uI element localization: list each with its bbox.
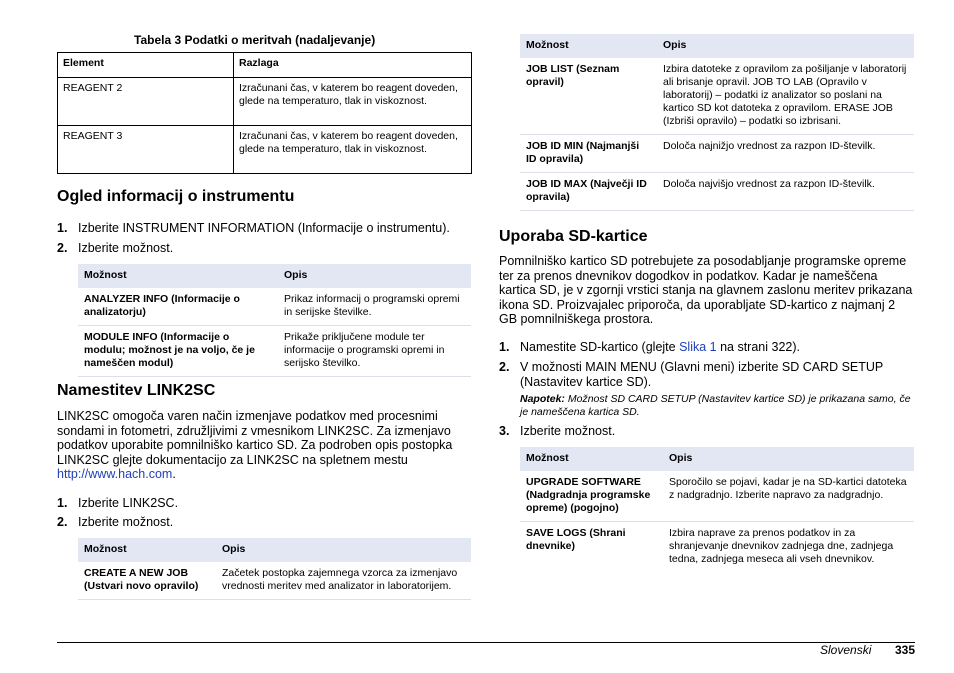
section-heading-instrument-info: Ogled informacij o instrumentu bbox=[57, 188, 295, 205]
table-cell: REAGENT 3 bbox=[58, 126, 234, 174]
option-upgrade-software: UPGRADE SOFTWARE (Nadgradnja programske opreme) (pogojno) bbox=[526, 476, 651, 514]
table3-caption: Tabela 3 Podatki o meritvah (nadaljevanje) bbox=[134, 33, 376, 47]
footer-divider bbox=[57, 642, 915, 643]
hach-website-link[interactable]: http://www.hach.com bbox=[57, 467, 173, 481]
table-cell: Izračunani čas, v katerem bo reagent doveden, glede na temperaturo, tlak in viskoznost. bbox=[234, 126, 472, 174]
table-row bbox=[520, 471, 914, 522]
table-row bbox=[58, 126, 472, 174]
column-header-description: Opis bbox=[657, 34, 914, 58]
note-label: Napotek: bbox=[520, 393, 565, 405]
measurement-data-table bbox=[57, 52, 472, 174]
table-row bbox=[520, 522, 914, 573]
step-number: 1. bbox=[57, 496, 68, 510]
step-item bbox=[57, 515, 173, 530]
table-cell: Sporočilo se pojavi, kadar je na SD-kartici datoteka z nadgradnjo. Izberite napravo za nadgradnjo. bbox=[669, 476, 907, 501]
step-number: 2. bbox=[57, 241, 68, 255]
table-cell: Prikaže priključene module ter informacije o programski opremi in serijsko številko. bbox=[284, 331, 445, 369]
column-header-option: Možnost bbox=[520, 34, 657, 58]
instrument-info-options-table bbox=[78, 264, 471, 377]
table-row bbox=[520, 58, 914, 135]
sd-card-paragraph: Pomnilniško kartico SD potrebujete za posodabljanje programske opreme ter za prenos dnevnikov dogodkov in podatkov. Kadar je nameščena kartica SD, je v zgornji vrstici stanja na glavnem zaslonu meritev prikazana ikona SD. Proizvajalec priporoča, da uporabljate SD-kartico z najmanj 2 GB pomnilniškega prostora. bbox=[499, 254, 913, 326]
table-row bbox=[78, 326, 471, 377]
step-number: 1. bbox=[57, 221, 68, 235]
note-text: Možnost SD CARD SETUP (Nastavitev kartice SD) je prikazana samo, če je nameščena kartica SD. bbox=[520, 393, 911, 418]
footer-language: Slovenski bbox=[820, 643, 872, 657]
table-cell: Začetek postopka zajemnega vzorca za izmenjavo vrednosti meritev med analizator in laboratorijem. bbox=[222, 567, 458, 592]
table-cell: Prikaz informacij o programski opremi in serijske številke. bbox=[284, 293, 460, 318]
section-heading-link2sc: Namestitev LINK2SC bbox=[57, 382, 216, 399]
step-text: Izberite možnost. bbox=[78, 515, 174, 529]
option-job-id-min: JOB ID MIN (Najmanjši ID opravila) bbox=[526, 140, 640, 165]
step-text: Izberite možnost. bbox=[520, 424, 616, 438]
column-header-description: Opis bbox=[278, 264, 471, 288]
column-header-option: Možnost bbox=[78, 538, 216, 562]
table-cell: Izbira datoteke z opravilom za pošiljanje v laboratorij ali brisanje opravil. JOB TO LAB (Opravilo v laboratorij) – podatki iz analizator so poslani na kartico SD kot datoteka z opravilom. ERASE JOB (Izbriši opravilo) – podatki so izbrisani. bbox=[663, 63, 907, 127]
column-header-option: Možnost bbox=[78, 264, 278, 288]
step-item bbox=[57, 221, 450, 236]
step-number: 3. bbox=[499, 424, 510, 438]
option-module-info: MODULE INFO (Informacije o modulu; možnost je na voljo, če je nameščen modul) bbox=[84, 331, 255, 369]
step-item bbox=[499, 424, 615, 439]
option-job-id-max: JOB ID MAX (Največji ID opravila) bbox=[526, 178, 647, 203]
table-cell: REAGENT 2 bbox=[58, 78, 234, 126]
column-header-description: Opis bbox=[663, 447, 914, 471]
step-number: 1. bbox=[499, 340, 510, 354]
step-text: Izberite INSTRUMENT INFORMATION (Informacije o instrumentu). bbox=[78, 221, 450, 235]
step-text: Namestite SD-kartico (glejte bbox=[520, 340, 680, 354]
table-cell: Izračunani čas, v katerem bo reagent doveden, glede na temperaturo, tlak in viskoznost. bbox=[234, 78, 472, 126]
paragraph-text: LINK2SC omogoča varen način izmenjave podatkov med procesnimi sondami in fotometri, združljivimi z vmesnikom LINK2SC. Za izmenjavo podatkov uporabite pomnilniško kartico SD. Za podroben opis postopka LINK2SC glejte dokumentacijo za LINK2SC na spletnem mestu bbox=[57, 409, 453, 467]
column-header-element: Element bbox=[58, 53, 234, 78]
option-analyzer-info: ANALYZER INFO (Informacije o analizatorju) bbox=[84, 293, 240, 318]
link2sc-paragraph bbox=[57, 409, 472, 482]
section-heading-sd-card: Uporaba SD-kartice bbox=[499, 228, 648, 245]
option-job-list: JOB LIST (Seznam opravil) bbox=[526, 63, 620, 88]
note bbox=[520, 393, 914, 419]
table-cell: Določa najvišjo vrednost za razpon ID-številk. bbox=[663, 178, 875, 190]
table-row bbox=[78, 562, 471, 600]
table-cell: Določa najnižjo vrednost za razpon ID-številk. bbox=[663, 140, 876, 152]
option-create-new-job: CREATE A NEW JOB (Ustvari novo opravilo) bbox=[84, 567, 199, 592]
link2sc-options-table bbox=[78, 538, 471, 600]
step-text: Izberite možnost. bbox=[78, 241, 174, 255]
step-item bbox=[499, 340, 800, 355]
sd-card-options-table bbox=[520, 447, 914, 572]
page-number: 335 bbox=[895, 643, 916, 657]
table-row bbox=[58, 78, 472, 126]
step-item bbox=[499, 360, 914, 389]
step-text-suffix: na strani 322). bbox=[716, 340, 800, 354]
column-header-explanation: Razlaga bbox=[234, 53, 472, 78]
column-header-description: Opis bbox=[216, 538, 471, 562]
step-text: V možnosti MAIN MENU (Glavni meni) izberite SD CARD SETUP (Nastavitev kartice SD). bbox=[520, 360, 884, 389]
figure-link[interactable]: Slika 1 bbox=[679, 340, 717, 354]
paragraph-suffix: . bbox=[172, 467, 176, 481]
table-row bbox=[520, 173, 914, 211]
table-row bbox=[78, 288, 471, 326]
option-save-logs: SAVE LOGS (Shrani dnevnike) bbox=[526, 527, 626, 552]
step-number: 2. bbox=[499, 360, 510, 374]
step-item bbox=[57, 241, 173, 256]
step-number: 2. bbox=[57, 515, 68, 529]
step-item bbox=[57, 496, 178, 511]
column-header-option: Možnost bbox=[520, 447, 663, 471]
job-options-table bbox=[520, 34, 914, 211]
table-row bbox=[520, 135, 914, 173]
table-cell: Izbira naprave za prenos podatkov in za shranjevanje dnevnikov zadnjega dne, zadnjega tedna, zadnjega meseca ali vseh dnevnikov. bbox=[669, 527, 894, 565]
step-text: Izberite LINK2SC. bbox=[78, 496, 179, 510]
